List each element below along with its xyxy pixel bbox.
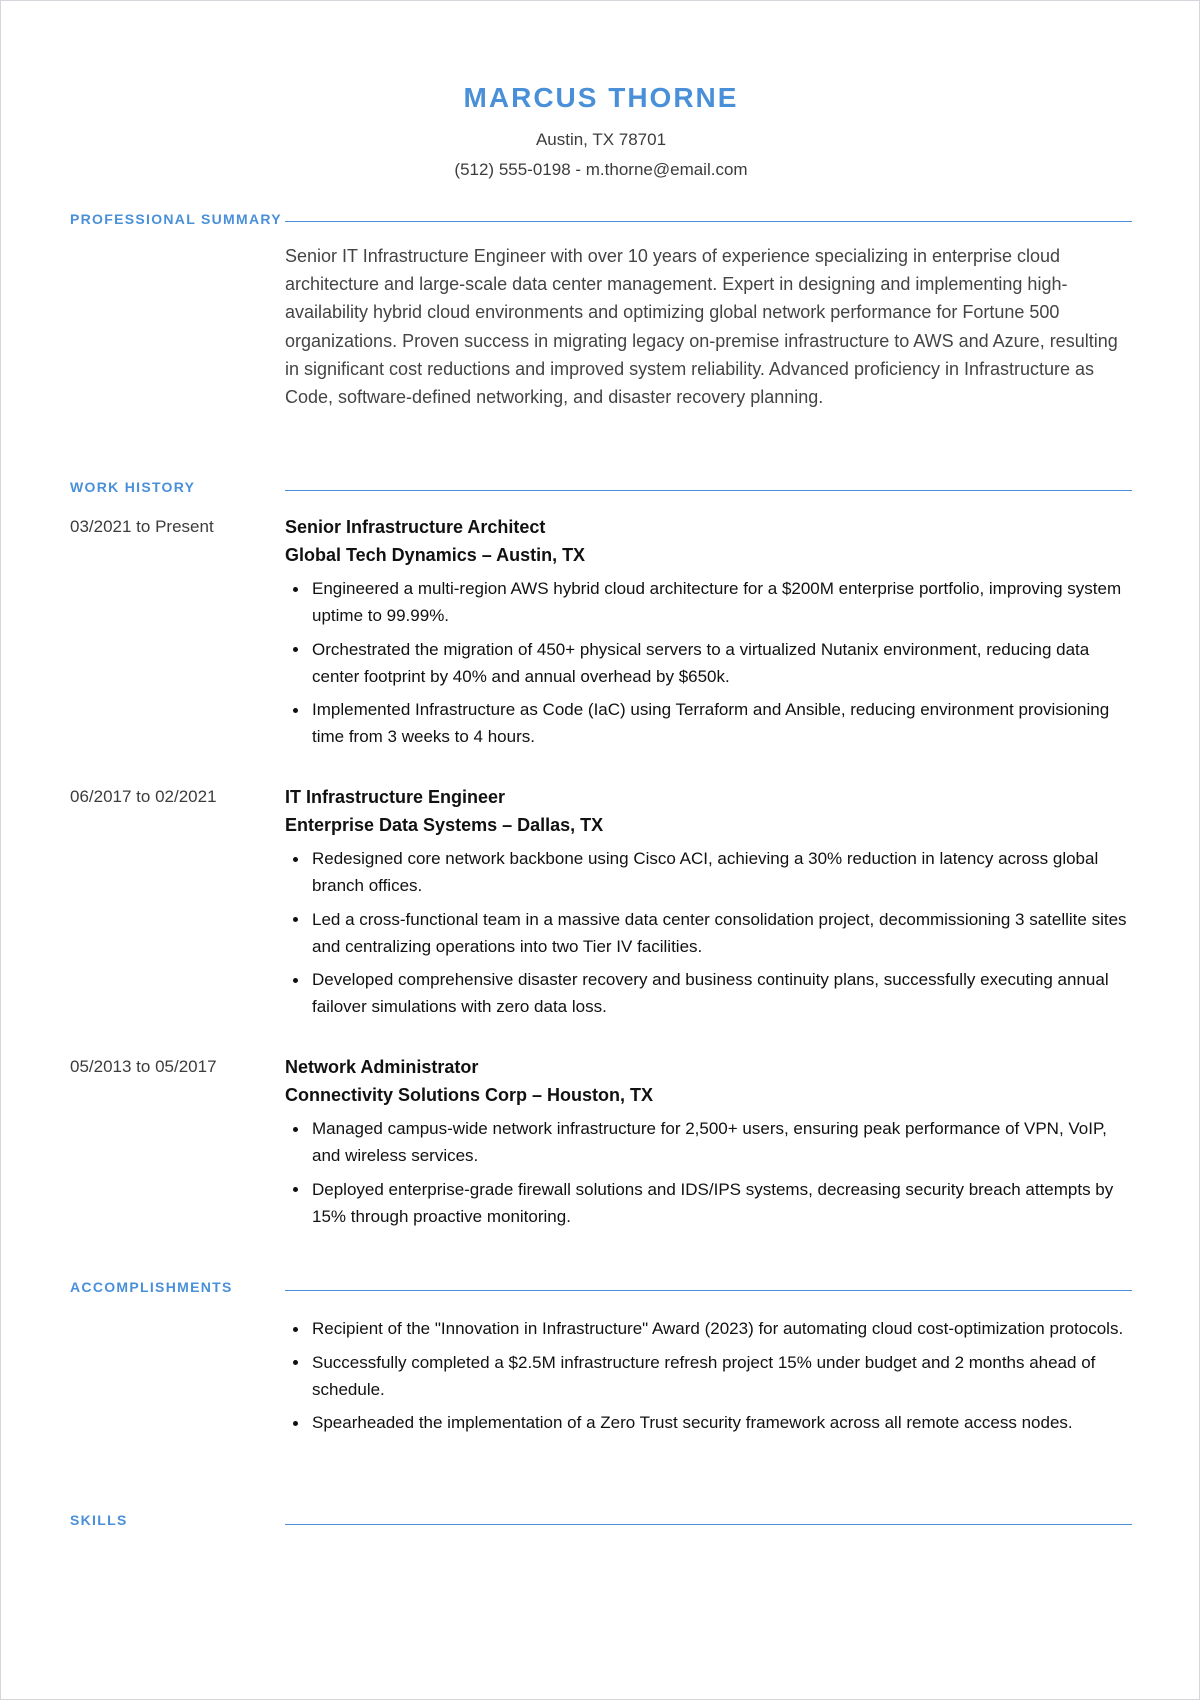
list-item: Successfully completed a $2.5M infrastructure refresh project 15% under budget and 2 months ahead of schedule. (285, 1349, 1132, 1403)
summary-section (70, 210, 1132, 410)
summary-text: Senior IT Infrastructure Engineer with over 10 years of experience specializing in enterprise cloud architecture and large-scale data center management. Expert in designing and implementing high-availability hybrid cloud environments and optimizing global network performance for Fortune 500 organizations. Proven success in migrating legacy on-premise infrastructure to AWS and Azure, resulting in significant cost reductions and improved system reliability. Advanced proficiency in Infrastructure as Code, software-defined networking, and disaster recovery planning. (285, 246, 1118, 408)
accomplishments-divider (285, 1290, 1132, 1291)
phone-email: (512) 555-0198 - m.thorne@email.com (454, 160, 748, 179)
job-title: Senior Infrastructure Architect (285, 517, 546, 537)
job-company: Connectivity Solutions Corp – Houston, TX (285, 1084, 654, 1105)
list-item: Orchestrated the migration of 450+ physical servers to a virtualized Nutanix environment, reducing data center footprint by 40% and annual overhead by $650k. (285, 636, 1132, 690)
job-details (285, 514, 1132, 757)
list-item: Developed comprehensive disaster recovery and business continuity plans, successfully executing annual failover simulations with zero data loss. (285, 966, 1132, 1020)
list-item: Implemented Infrastructure as Code (IaC) using Terraform and Ansible, reducing environment provisioning time from 3 weeks to 4 hours. (285, 696, 1132, 750)
work-history-section (70, 478, 1132, 1238)
accomplishments-heading: ACCOMPLISHMENTS (70, 1279, 233, 1295)
candidate-name: MARCUS THORNE (463, 82, 739, 113)
job-company: Global Tech Dynamics – Austin, TX (285, 544, 586, 565)
job-dates: 06/2017 to 02/2021 (70, 787, 217, 806)
list-item: Spearheaded the implementation of a Zero Trust security framework across all remote access nodes. (285, 1409, 1132, 1436)
summary-divider (285, 221, 1132, 222)
list-item: Deployed enterprise-grade firewall solutions and IDS/IPS systems, decreasing security breach attempts by 15% through proactive monitoring. (285, 1176, 1132, 1230)
work-history-divider (285, 490, 1132, 491)
job-title: IT Infrastructure Engineer (285, 787, 506, 807)
list-item: Managed campus-wide network infrastructure for 2,500+ users, ensuring peak performance of VPN, VoIP, and wireless services. (285, 1115, 1132, 1169)
job-bullets (285, 845, 1132, 1020)
list-item: Engineered a multi-region AWS hybrid cloud architecture for a $200M enterprise portfolio, improving system uptime to 99.99%. (285, 575, 1132, 629)
job-bullets (285, 575, 1132, 750)
skills-section (70, 1511, 1132, 1551)
skills-heading: SKILLS (70, 1512, 128, 1528)
job-title: Network Administrator (285, 1057, 479, 1077)
job-company: Enterprise Data Systems – Dallas, TX (285, 814, 604, 835)
list-item: Recipient of the "Innovation in Infrastructure" Award (2023) for automating cloud cost-optimization protocols. (285, 1315, 1132, 1342)
address: Austin, TX 78701 (535, 130, 667, 149)
skills-divider (285, 1524, 1132, 1525)
job-dates: 03/2021 to Present (70, 517, 214, 536)
job-dates: 05/2013 to 05/2017 (70, 1057, 217, 1076)
work-history-heading: WORK HISTORY (70, 479, 196, 495)
accomplishments-section (70, 1278, 1132, 1478)
job-details (285, 784, 1132, 1027)
accomplishments-list (285, 1315, 1132, 1443)
job-bullets (285, 1115, 1132, 1230)
job-details (285, 1054, 1132, 1236)
resume-header (1, 75, 1200, 185)
summary-heading: PROFESSIONAL SUMMARY (70, 211, 282, 227)
list-item: Led a cross-functional team in a massive data center consolidation project, decommissioning 3 satellite sites and centralizing operations into two Tier IV facilities. (285, 906, 1132, 960)
list-item: Redesigned core network backbone using Cisco ACI, achieving a 30% reduction in latency across global branch offices. (285, 845, 1132, 899)
